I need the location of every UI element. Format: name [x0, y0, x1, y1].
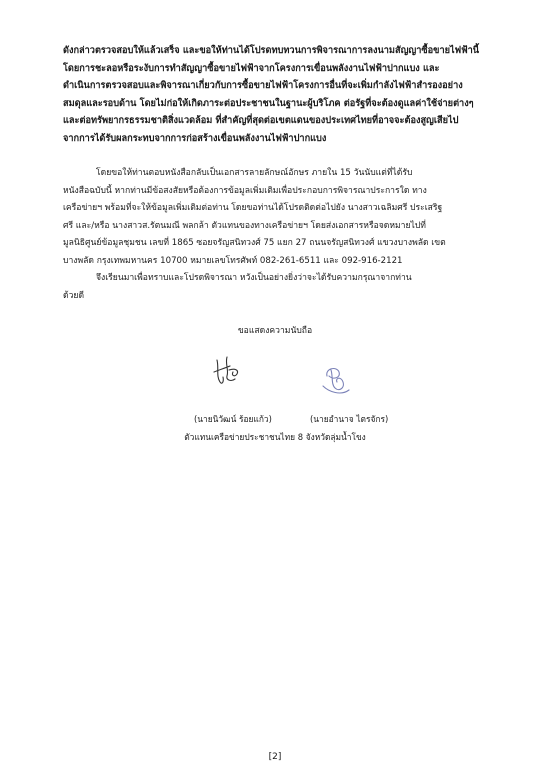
text-line: ด้วยดี — [63, 290, 85, 301]
text-line: จากการได้รับผลกระทบจากการก่อสร้างเขื่อนพลังงานไฟฟ้าปากแบง — [63, 132, 327, 144]
paragraph-contact-info — [63, 165, 495, 270]
text-line: ดำเนินการตรวจสอบและพิจารณาเกี่ยวกับการซื้อขายไฟฟ้าโครงการอื่นที่จะเพิ่มกำลังไฟฟ้าสำรองอย่าง — [63, 80, 463, 91]
paragraph-conclusion — [63, 270, 495, 305]
text-line: ศรี และ/หรือ นางสาวส.รัตนมณี พลกล้า ตัวแทนของทางเครือข่ายฯ โดยส่งเอกสารหรือจดหมายไปที่ — [63, 220, 426, 231]
text-line: จึงเรียนมาเพื่อทราบและโปรดพิจารณา หวังเป็นอย่างยิ่งว่าจะได้รับความกรุณาจากท่าน — [96, 273, 412, 283]
page-number: [2] — [268, 752, 282, 762]
paragraph-request-review — [63, 42, 495, 147]
text-line: โดยขอให้ท่านตอบหนังสือกลับเป็นเอกสารลายลักษณ์อักษร ภายใน 15 วันนับแต่ที่ได้รับ — [96, 168, 413, 178]
text-line: หนังสือฉบับนี้ หากท่านมีข้อสงสัยหรือต้องการข้อมูลเพิ่มเติมเพื่อประกอบการพิจารณาประการใด ทาง — [63, 185, 427, 196]
text-line: และต่อทรัพยากรธรรมชาติสิ่งแวดล้อม ที่สำคัญที่สุดต่อเขตแดนของประเทศไทยที่อาจจะต้องสูญเสียไป — [63, 115, 459, 126]
signature-1-image — [205, 352, 255, 392]
text-line: มูลนิธิศูนย์ข้อมูลชุมชน เลขที่ 1865 ซอยจรัญสนิทวงศ์ 75 แยก 27 ถนนจรัญสนิทวงศ์ แขวงบางพลัด เขต — [63, 238, 446, 248]
text-line: ดังกล่าวตรวจสอบให้แล้วเสร็จ และขอให้ท่านได้โปรดทบทวนการพิจารณาการลงนามสัญญาซื้อขายไฟฟ้านี้ — [63, 45, 480, 56]
closing-salutation: ขอแสดงความนับถือ — [237, 326, 313, 336]
signer-role: ตัวแทนเครือข่ายประชาชนไทย 8 จังหวัดลุ่มน้ำโขง — [184, 432, 366, 442]
signer-2-name: (นายอำนาจ ไตรจักร) — [310, 414, 389, 424]
text-line: โดยการชะลอหรือระงับการทำสัญญาซื้อขายไฟฟ้าจากโครงการเขื่อนพลังงานไฟฟ้าปากแบง และ — [63, 62, 440, 74]
text-line: เครือข่ายฯ พร้อมที่จะให้ข้อมูลเพิ่มเติมต่อท่าน โดยขอท่านได้โปรดติดต่อไปยัง นางสาวเฉลิมศรี ประเสริฐ — [63, 203, 443, 213]
signature-2-image — [315, 362, 360, 400]
text-line: บางพลัด กรุงเทพมหานคร 10700 หมายเลขโทรศัพท์ 082-261-6511 และ 092-916-2121 — [63, 255, 403, 266]
text-line: สมดุลและรอบด้าน โดยไม่ก่อให้เกิดภาระต่อประชาชนในฐานะผู้บริโภค ต่อรัฐที่จะต้องดูแลค่าใช้จ่ายต่างๆ — [63, 97, 474, 109]
signer-1-name: (นายนิวัฒน์ ร้อยแก้ว) — [194, 414, 272, 424]
